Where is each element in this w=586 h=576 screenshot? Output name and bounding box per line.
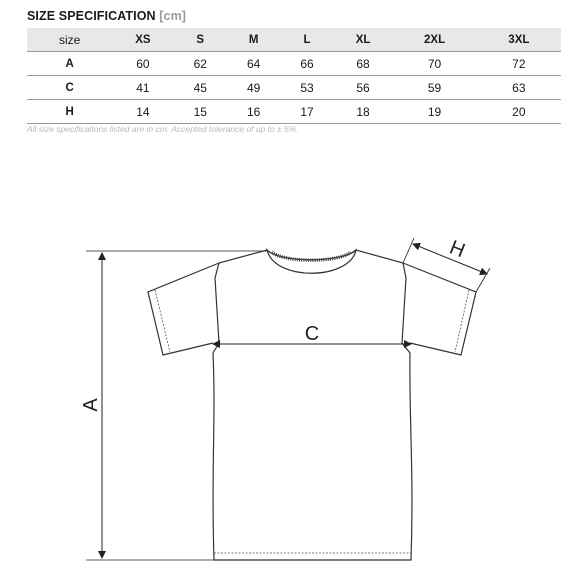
column-header: L	[303, 33, 311, 46]
row-label: H	[65, 105, 74, 118]
measure-h-guide-right	[476, 268, 490, 292]
left-sleeve-hem	[155, 290, 170, 352]
title-unit: [cm]	[159, 9, 187, 23]
column-header: M	[248, 33, 259, 46]
table-cell: 20	[512, 104, 526, 119]
table-cell: 18	[356, 104, 370, 119]
column-header: XS	[135, 33, 151, 46]
table-cell: 17	[300, 104, 314, 119]
table-cell: 66	[300, 56, 314, 71]
measure-c-label: C	[304, 323, 320, 345]
collar-rib-inner	[272, 252, 351, 260]
table-cell: 68	[356, 56, 370, 71]
table-cell: 63	[512, 80, 526, 95]
table-cell: 62	[193, 56, 207, 71]
table-cell: 45	[193, 80, 207, 95]
measure-h-guide-left	[403, 238, 414, 263]
table-cell: 49	[246, 80, 261, 95]
row-label: A	[65, 57, 74, 70]
title-text: SIZE SPECIFICATION	[27, 9, 156, 23]
table-cell: 56	[356, 80, 370, 95]
column-header: XL	[355, 33, 371, 46]
header-size-label: size	[58, 32, 81, 47]
column-header: S	[196, 33, 205, 46]
table-cell: 64	[246, 56, 261, 71]
column-header: 2XL	[424, 33, 446, 46]
table-cell: 59	[427, 80, 442, 95]
table-cell: 53	[300, 80, 314, 95]
table-cell: 16	[246, 104, 261, 119]
right-sleeve-hem	[455, 290, 469, 352]
tshirt-outline	[213, 250, 412, 560]
collar-rib	[267, 250, 356, 273]
table-cell: 70	[427, 56, 442, 71]
measure-a-label: A	[80, 398, 102, 412]
tolerance-note: All size specifications listed are in cm. Accepted tolerance of up to ± 5%.	[27, 124, 299, 134]
table-cell: 14	[136, 104, 150, 119]
column-header: 3XL	[508, 33, 530, 46]
left-sleeve	[148, 263, 219, 355]
table-cell: 19	[427, 104, 442, 119]
table-cell: 72	[512, 56, 526, 71]
table-cell: 41	[136, 80, 150, 95]
row-label: C	[65, 81, 74, 94]
table-cell: 15	[193, 104, 207, 119]
measure-h-label: H	[446, 236, 469, 263]
table-cell: 60	[136, 56, 150, 71]
